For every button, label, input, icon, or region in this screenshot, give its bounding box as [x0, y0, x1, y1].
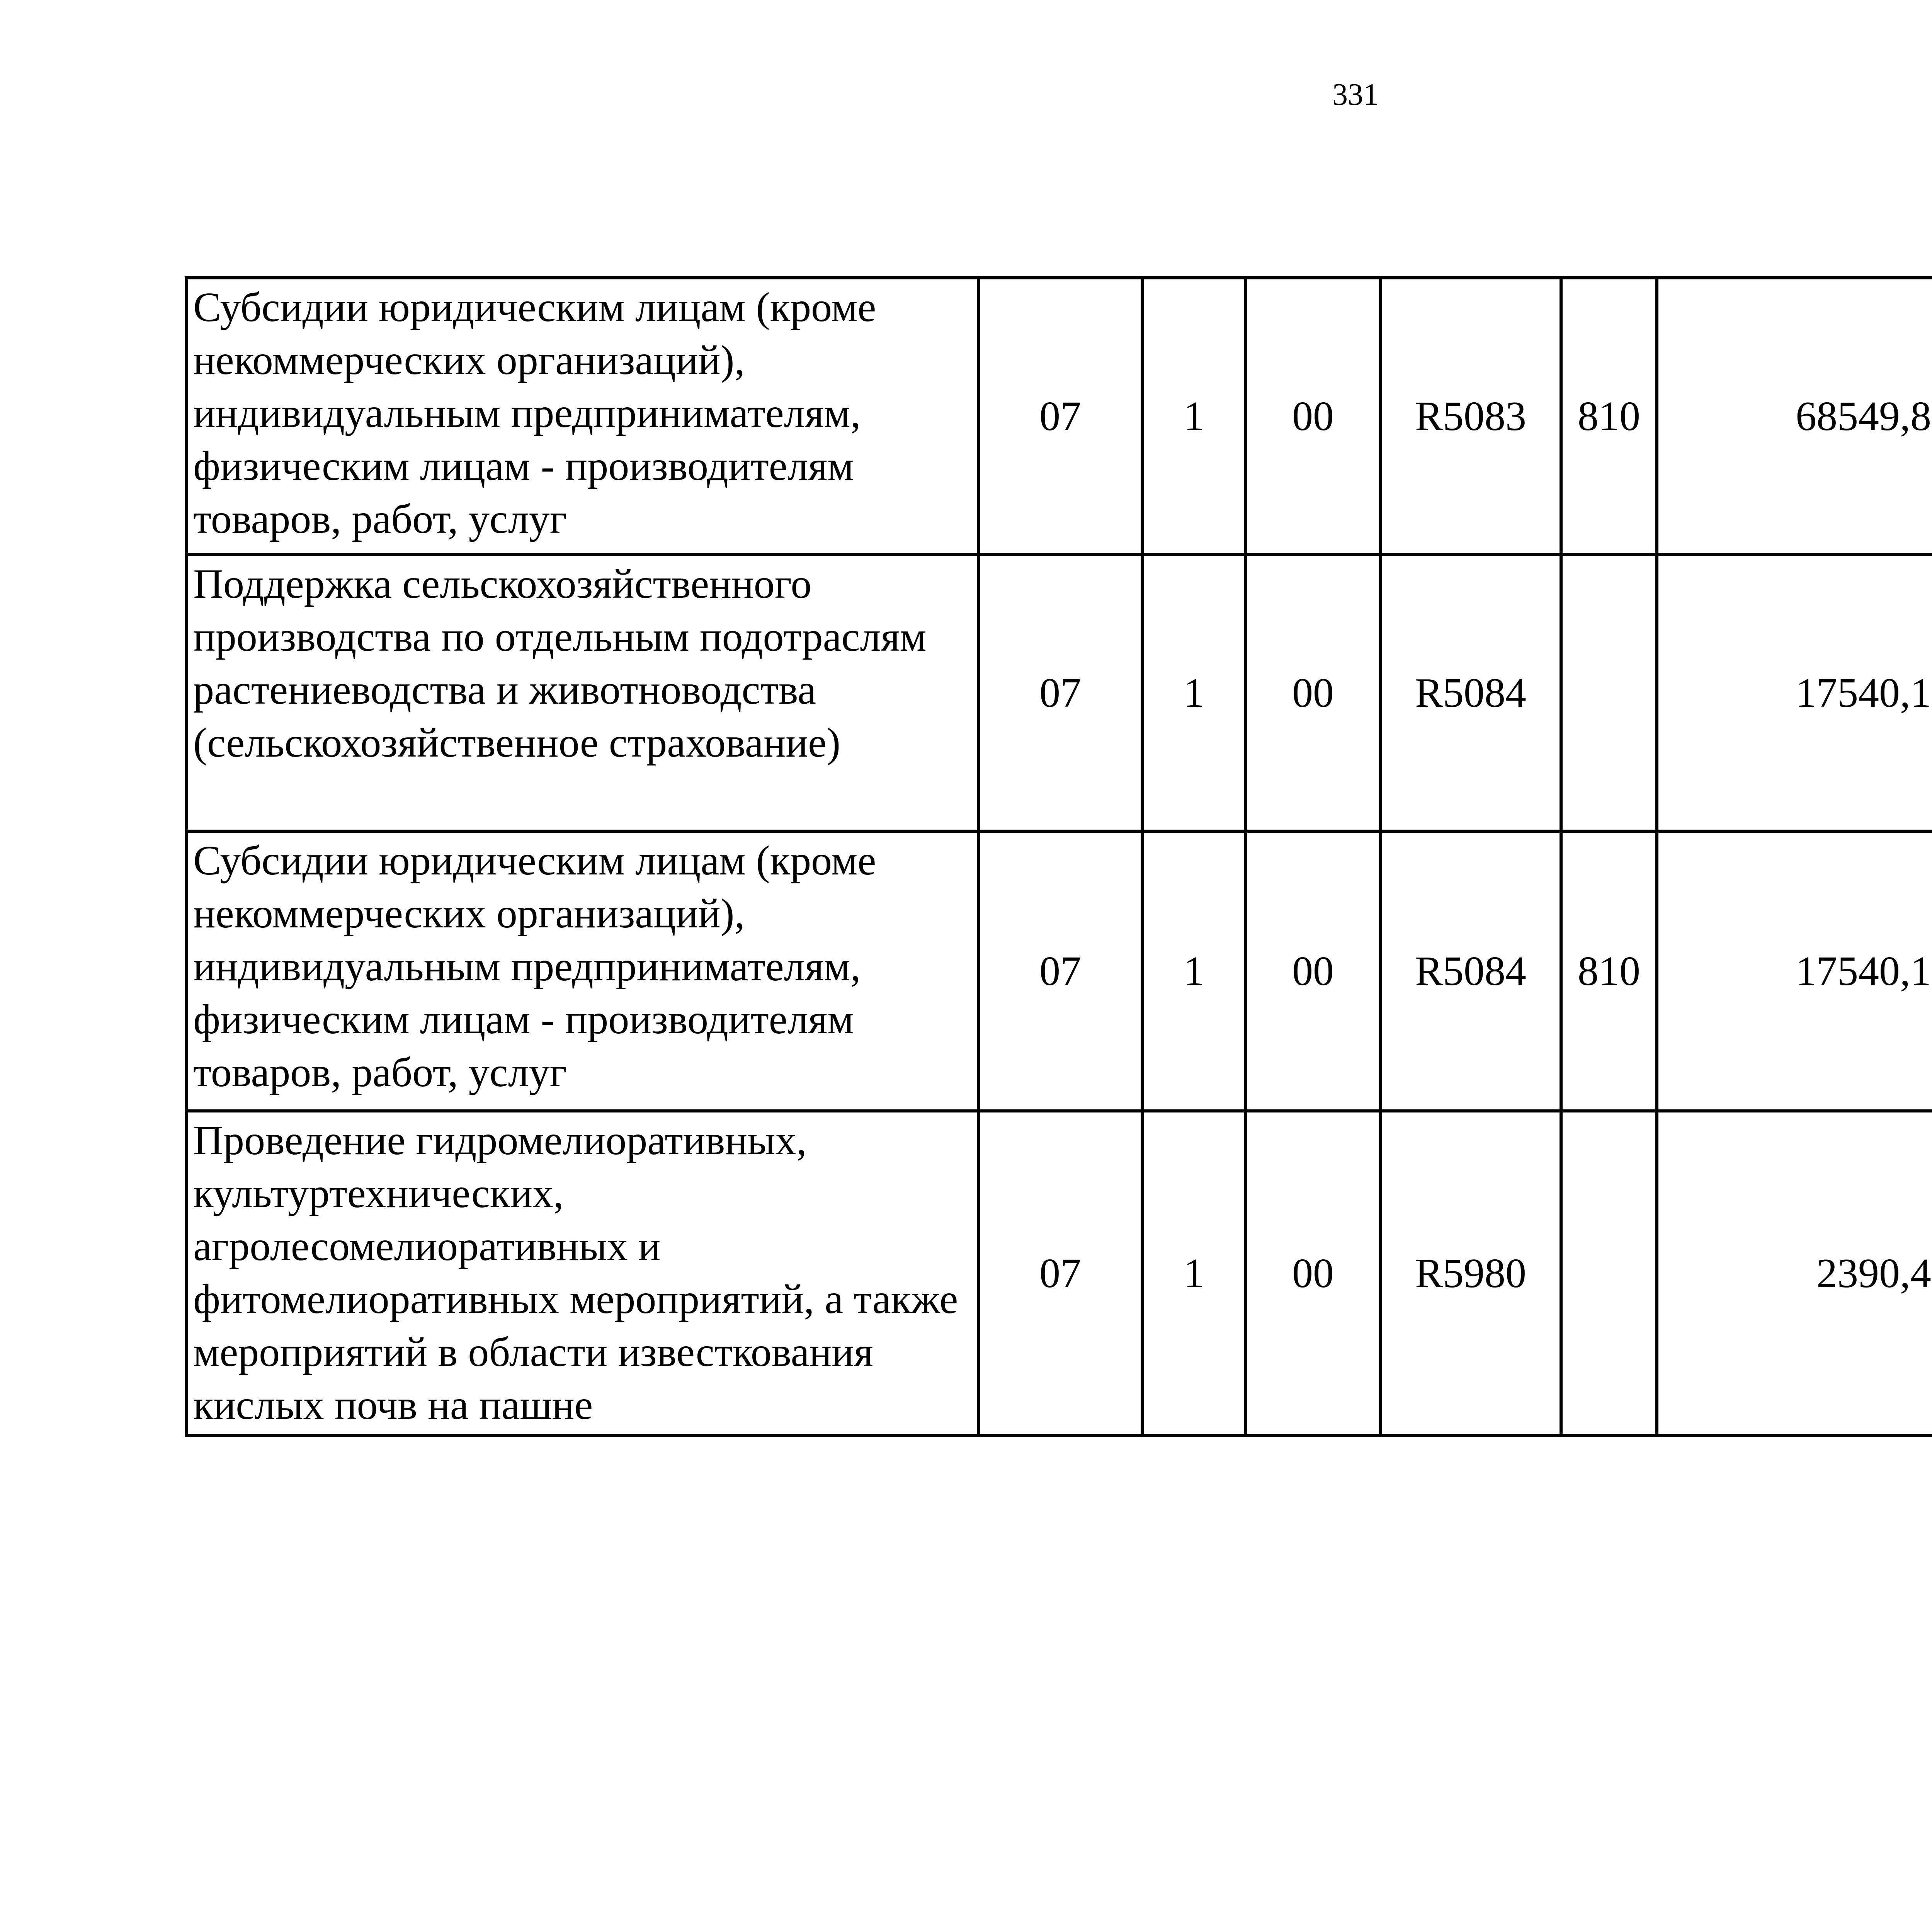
page-number: 331 [1332, 78, 1379, 112]
row-program-code: 1 [1142, 1111, 1246, 1436]
row-amount-1: 68549,8 [1657, 278, 1932, 555]
row-description: Субсидии юридическим лицам (кроме некоммерческих организаций), индивидуальным предпринимателям, физическим лицам - производителям товаров, работ, услуг [186, 278, 978, 555]
row-section-code: 07 [978, 555, 1142, 831]
table-row [186, 831, 1932, 1111]
row-target-article: R5083 [1380, 278, 1561, 555]
row-subprogram-code: 00 [1246, 1111, 1380, 1436]
row-subprogram-code: 00 [1246, 555, 1380, 831]
row-description: Поддержка сельскохозяйственного производства по отдельным подотраслям растениеводства и животноводства (сельскохозяйственное страхование) [186, 555, 978, 831]
row-program-code: 1 [1142, 278, 1246, 555]
row-description: Проведение гидромелиоративных, культуртехнических, агролесомелиоративных и фитомелиоративных мероприятий, а также мероприятий в области известкования кислых почв на пашне [186, 1111, 978, 1436]
table-row [186, 1111, 1932, 1436]
row-target-article: R5084 [1380, 831, 1561, 1111]
row-subprogram-code: 00 [1246, 831, 1380, 1111]
row-subprogram-code: 00 [1246, 278, 1380, 555]
row-target-article: R5084 [1380, 555, 1561, 831]
row-expense-type [1561, 555, 1657, 831]
row-description: Субсидии юридическим лицам (кроме некоммерческих организаций), индивидуальным предпринимателям, физическим лицам - производителям товаров, работ, услуг [186, 831, 978, 1111]
row-amount-1: 17540,1 [1657, 831, 1932, 1111]
row-amount-1: 17540,1 [1657, 555, 1932, 831]
row-amount-1: 2390,4 [1657, 1111, 1932, 1436]
table-row [186, 278, 1932, 555]
row-program-code: 1 [1142, 831, 1246, 1111]
row-program-code: 1 [1142, 555, 1246, 831]
row-section-code: 07 [978, 278, 1142, 555]
row-target-article: R5980 [1380, 1111, 1561, 1436]
row-expense-type: 810 [1561, 831, 1657, 1111]
table-row [186, 555, 1932, 831]
row-section-code: 07 [978, 831, 1142, 1111]
row-expense-type [1561, 1111, 1657, 1436]
budget-table [185, 276, 1932, 1437]
row-section-code: 07 [978, 1111, 1142, 1436]
row-expense-type: 810 [1561, 278, 1657, 555]
